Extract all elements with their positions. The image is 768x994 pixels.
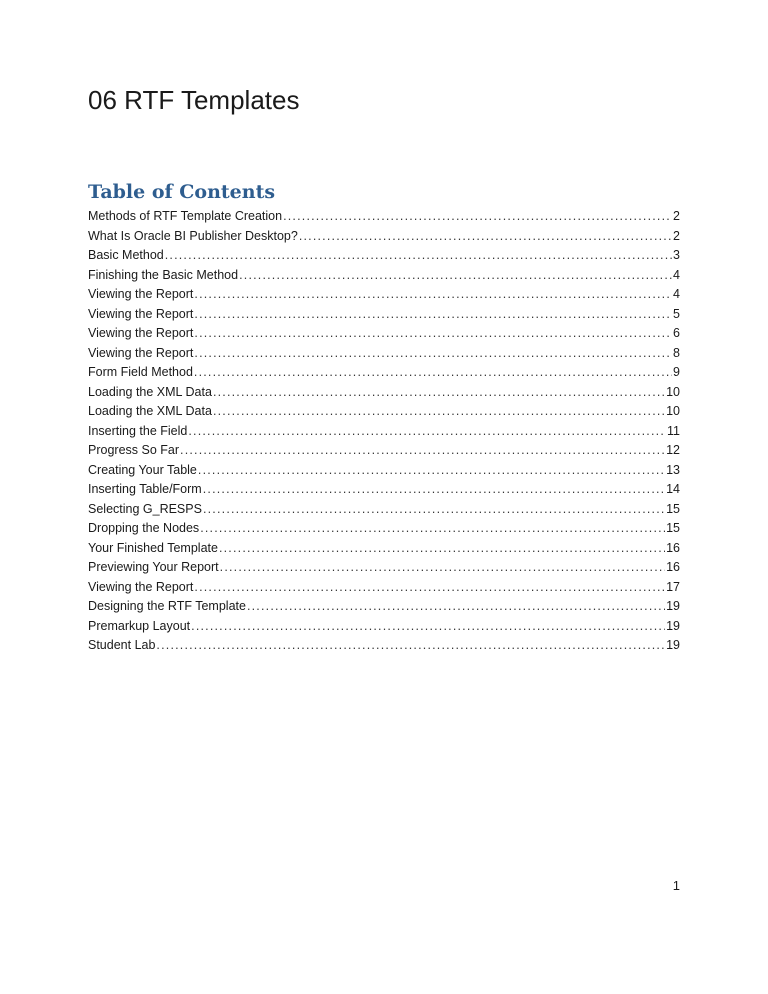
toc-entry-page-number[interactable]: 12 <box>666 443 680 457</box>
toc-entry-label[interactable]: Viewing the Report <box>88 345 194 360</box>
toc-entry-label[interactable]: Designing the RTF Template <box>88 599 246 613</box>
toc-entry-label[interactable]: Student Lab <box>88 638 156 652</box>
toc-entry-page-number[interactable]: 8 <box>673 345 680 360</box>
toc-entry[interactable] <box>88 461 680 481</box>
toc-entry-label[interactable]: Selecting G_RESPS <box>88 501 202 516</box>
toc-entry-label[interactable]: Progress So Far <box>88 443 180 457</box>
toc-entry[interactable] <box>88 441 680 461</box>
toc-entry-page-number[interactable]: 14 <box>666 482 680 496</box>
toc-entry-label[interactable]: Inserting Table/Form <box>88 482 202 496</box>
toc-dot-leader <box>194 344 672 364</box>
toc-entry[interactable] <box>88 227 680 247</box>
toc-entry[interactable] <box>88 246 680 266</box>
toc-dot-leader <box>213 402 665 422</box>
toc-entry-label[interactable]: Basic Method <box>88 248 164 262</box>
toc-dot-leader <box>156 636 665 656</box>
toc-entry-label[interactable]: Loading the XML Data <box>88 404 212 418</box>
toc-entry-label[interactable]: Viewing the Report <box>88 579 194 594</box>
toc-entry-label[interactable]: Premarkup Layout <box>88 618 191 633</box>
toc-entry-page-number[interactable]: 11 <box>667 423 680 438</box>
toc-entry-label[interactable]: Creating Your Table <box>88 462 197 477</box>
toc-entry[interactable] <box>88 578 680 598</box>
toc-dot-leader <box>203 480 665 500</box>
toc-entry-label[interactable]: Loading the XML Data <box>88 384 212 399</box>
toc-entry[interactable] <box>88 266 680 286</box>
document-title: 06 RTF Templates <box>88 85 300 115</box>
toc-entry-label[interactable]: Finishing the Basic Method <box>88 267 239 282</box>
toc-entry-page-number[interactable]: 9 <box>673 365 680 379</box>
toc-entry[interactable] <box>88 422 680 442</box>
toc-entry-label[interactable]: Inserting the Field <box>88 423 188 438</box>
toc-entry-page-number[interactable]: 13 <box>666 462 680 477</box>
toc-dot-leader <box>194 578 665 598</box>
toc-dot-leader <box>299 227 672 247</box>
toc-dot-leader <box>239 266 672 286</box>
toc-entry[interactable] <box>88 324 680 344</box>
toc-entry-page-number[interactable]: 15 <box>666 501 680 516</box>
toc-dot-leader <box>194 363 672 383</box>
toc-entry[interactable] <box>88 519 680 539</box>
toc-entry-page-number[interactable]: 16 <box>666 540 680 555</box>
toc-entry-label[interactable]: Previewing Your Report <box>88 560 219 574</box>
toc-entry-label[interactable]: Viewing the Report <box>88 287 194 301</box>
toc-entry-page-number[interactable]: 4 <box>673 267 680 282</box>
toc-entry[interactable] <box>88 539 680 559</box>
toc-entry-page-number[interactable]: 19 <box>666 638 680 652</box>
toc-dot-leader <box>200 519 665 539</box>
toc-entry-page-number[interactable]: 2 <box>673 209 680 223</box>
table-of-contents <box>88 207 680 656</box>
toc-dot-leader <box>198 461 665 481</box>
toc-entry-page-number[interactable]: 10 <box>666 384 680 399</box>
toc-entry[interactable] <box>88 363 680 383</box>
toc-dot-leader <box>188 422 666 442</box>
toc-entry[interactable] <box>88 305 680 325</box>
toc-entry[interactable] <box>88 402 680 422</box>
toc-dot-leader <box>194 305 672 325</box>
toc-dot-leader <box>247 597 665 617</box>
toc-entry-label[interactable]: Your Finished Template <box>88 540 218 555</box>
toc-dot-leader <box>203 500 665 520</box>
page-number: 1 <box>672 878 680 893</box>
toc-entry[interactable] <box>88 480 680 500</box>
toc-entry-page-number[interactable]: 5 <box>673 306 680 321</box>
toc-entry[interactable] <box>88 597 680 617</box>
toc-entry[interactable] <box>88 500 680 520</box>
toc-entry-label[interactable]: Viewing the Report <box>88 306 194 321</box>
toc-entry[interactable] <box>88 285 680 305</box>
toc-entry[interactable] <box>88 207 680 227</box>
toc-entry-page-number[interactable]: 6 <box>673 326 680 340</box>
toc-entry[interactable] <box>88 558 680 578</box>
toc-entry-page-number[interactable]: 4 <box>673 287 680 301</box>
toc-dot-leader <box>219 539 665 559</box>
toc-dot-leader <box>165 246 672 266</box>
toc-entry-page-number[interactable]: 2 <box>673 228 680 243</box>
toc-entry-label[interactable]: Dropping the Nodes <box>88 521 200 535</box>
toc-dot-leader <box>220 558 665 578</box>
toc-entry-page-number[interactable]: 19 <box>666 618 680 633</box>
toc-heading: Table of Contents <box>88 181 276 203</box>
toc-entry[interactable] <box>88 344 680 364</box>
toc-dot-leader <box>180 441 665 461</box>
toc-entry-label[interactable]: What Is Oracle BI Publisher Desktop? <box>88 228 298 243</box>
toc-entry-page-number[interactable]: 3 <box>673 248 680 262</box>
toc-entry-page-number[interactable]: 10 <box>666 404 680 418</box>
toc-entry-label[interactable]: Form Field Method <box>88 365 193 379</box>
toc-dot-leader <box>283 207 672 227</box>
toc-dot-leader <box>213 383 665 403</box>
toc-entry-page-number[interactable]: 15 <box>666 521 680 535</box>
toc-entry[interactable] <box>88 617 680 637</box>
toc-dot-leader <box>194 285 672 305</box>
toc-entry-page-number[interactable]: 19 <box>666 599 680 613</box>
toc-entry[interactable] <box>88 383 680 403</box>
toc-entry-page-number[interactable]: 16 <box>666 560 680 574</box>
toc-dot-leader <box>191 617 665 637</box>
toc-dot-leader <box>194 324 672 344</box>
toc-entry-page-number[interactable]: 17 <box>666 579 680 594</box>
toc-entry[interactable] <box>88 636 680 656</box>
toc-entry-label[interactable]: Viewing the Report <box>88 326 194 340</box>
toc-entry-label[interactable]: Methods of RTF Template Creation <box>88 209 283 223</box>
